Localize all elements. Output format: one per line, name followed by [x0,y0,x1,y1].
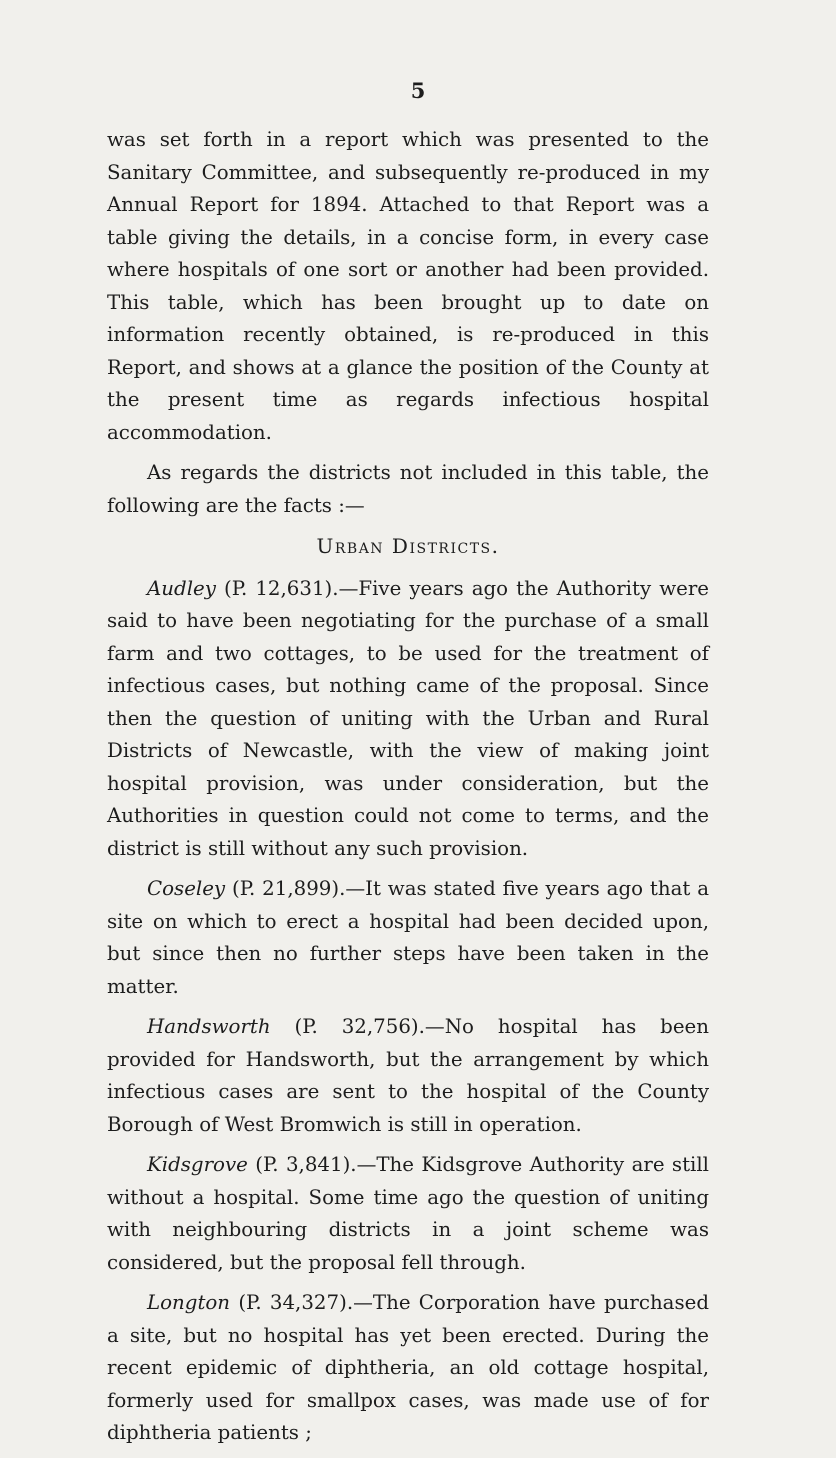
district-text: (P. 3,841).—The Kidsgrove Authority are still without a hospital. Some time ago the question of uniting with neighbouring districts in a joint scheme was considered, but the proposal fell through. [107,1153,709,1274]
district-name: Longton [147,1291,231,1314]
district-text: (P. 12,631).—Five years ago the Authority were said to have been negotiating for the purchase of a small farm and two cottages, to be used for the treatment of infectious cases, but nothing came of the proposal. Since then the question of uniting with the Urban and Rural Districts of Newcastle, with the view of making joint hospital provision, was under consideration, but the Authorities in question could not come to terms, and the district is still without any such provision. [107,576,709,860]
section-heading: Urban Districts. [316,534,500,558]
district-text: (P. 32,756).—No hospital has been provided for Handsworth, but the arrangement by which infectious cases are sent to the hospital of the County Borough of West Bromwich is still in operation. [107,1015,709,1136]
district-paragraph-longton [107,1287,709,1450]
page-number: 5 [410,78,426,103]
intro-paragraph: was set forth in a report which was presented to the Sanitary Committee, and subsequently re-produced in my Annual Report for 1894. Attached to that Report was a table giving the details, in a concise form, in every case where hospitals of one sort or another had been provided. This table, which has been brought up to date on information recently obtained, is re-produced in this Report, and shows at a glance the position of the County at the present time as regards infectious hospital accommodation. [107,128,709,444]
district-paragraph-audley [107,573,709,866]
district-paragraph-coseley [107,873,709,1003]
district-text: (P. 21,899).—It was stated five years ago that a site on which to erect a hospital had been decided upon, but since then no further steps have been taken in the matter. [107,877,709,998]
district-text: (P. 34,327).—The Corporation have purchased a site, but no hospital has yet been erected. During the recent epidemic of diphtheria, an old cottage hospital, formerly used for smallpox cases, was made use of for diphtheria patients ; [107,1291,709,1444]
district-name: Coseley [147,877,226,900]
district-name: Audley [147,576,216,600]
district-paragraph-handsworth [107,1011,709,1141]
district-name: Kidsgrove [147,1153,248,1176]
district-name: Handsworth [147,1015,271,1038]
body-text [107,124,709,1458]
lead-in-paragraph: As regards the districts not included in this table, the following are the facts :— [107,461,709,517]
district-paragraph-kidsgrove [107,1149,709,1279]
